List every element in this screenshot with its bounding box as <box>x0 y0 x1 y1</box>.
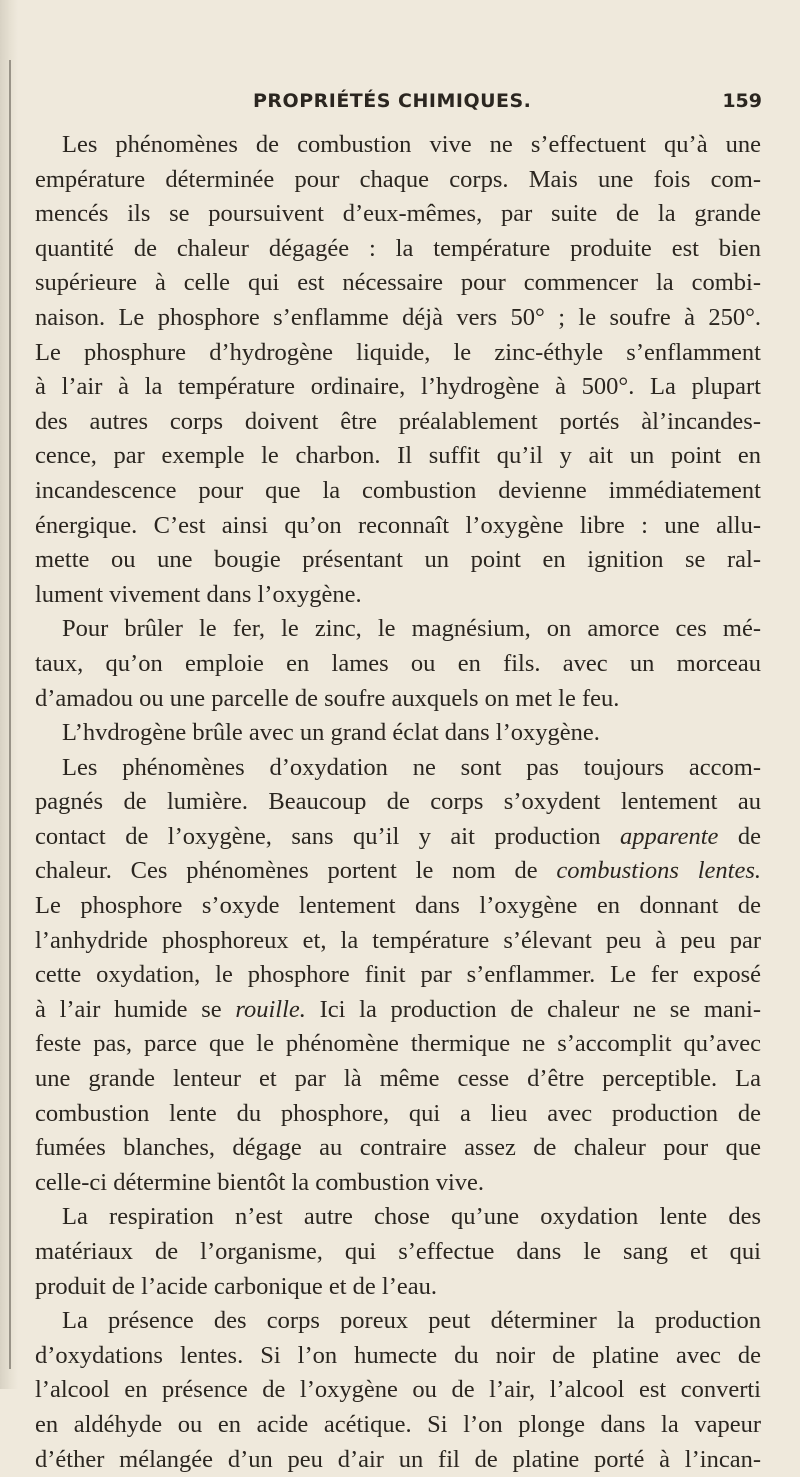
text-line: fumées blanches, dégage au contraire assez de chaleur pour que <box>35 1134 761 1162</box>
text-line: matériaux de l’organisme, qui s’effectue dans le sang et qui <box>35 1238 761 1265</box>
text-line <box>35 854 761 889</box>
text-line: énergique. C’est ainsi qu’on reconnaît l’oxygène libre : une allu- <box>35 511 761 539</box>
text-line: d’éther mélangée d’un peu d’air un fil de platine porté à l’incan- <box>35 1445 761 1473</box>
text-line: empérature déterminée pour chaque corps. Mais une fois com- <box>35 165 761 193</box>
text-line: produit de l’acide carbonique et de l’eau. <box>35 1272 438 1300</box>
text-line: à l’air à la température ordinaire, l’hydrogène à 500°. La plupart <box>35 373 761 401</box>
text-line: supérieure à celle qui est nécessaire pour commencer la combi- <box>35 269 761 297</box>
text-line: l’anhydride phosphoreux et, la température s’élevant peu à peu par <box>35 926 761 954</box>
text-line: incandescence pour que la combustion devienne immédiatement <box>35 476 761 504</box>
text-line: pagnés de lumière. Beaucoup de corps s’oxydent lentement au <box>35 788 761 816</box>
text-line: feste pas, parce que le phénomène thermique ne s’accomplit qu’avec <box>35 1030 761 1058</box>
text-line: lument vivement dans l’oxygène. <box>35 580 362 608</box>
text-line: d’oxydations lentes. Si l’on humecte du noir de platine avec de <box>35 1341 761 1369</box>
text-line: combustion lente du phosphore, qui a lieu avec production de <box>35 1099 761 1127</box>
text-line: Les phénomènes d’oxydation ne sont pas toujours accom- <box>62 753 761 781</box>
text-segment: contact de l’oxygène, sans qu’il y ait production <box>35 822 601 850</box>
text-line: Pour brûler le fer, le zinc, le magnésium, on amorce ces mé- <box>62 615 761 643</box>
text-line: Le phosphore s’oxyde lentement dans l’oxygène en donnant de <box>35 892 761 920</box>
text-line: des autres corps doivent être préalablement portés àl’incandes- <box>35 407 761 435</box>
text-segment: chaleur. Ces phénomènes portent le nom de <box>35 857 538 885</box>
page-gutter <box>0 0 18 1389</box>
text-line: quantité de chaleur dégagée : la température produite est bien <box>35 234 761 262</box>
italic-term: combustions lentes. <box>556 857 761 885</box>
text-line: taux, qu’on emploie en lames ou en fils. avec un morceau <box>35 649 761 677</box>
text-line: La respiration n’est autre chose qu’une oxydation lente des <box>62 1203 761 1231</box>
text-line: Le phosphure d’hydrogène liquide, le zinc-éthyle s’enflamment <box>35 338 761 366</box>
page-number: 159 <box>722 90 762 112</box>
body-text <box>35 128 761 1477</box>
binding-edge <box>9 60 11 1369</box>
text-line: celle-ci détermine bientôt la combustion vive. <box>35 1168 485 1196</box>
text-line <box>35 820 761 855</box>
text-segment: Ici la production de chaleur ne se mani- <box>319 995 762 1023</box>
italic-term: rouille. <box>235 995 306 1023</box>
text-line: cence, par exemple le charbon. Il suffit qu’il y ait un point en <box>35 442 761 470</box>
text-line: La présence des corps poreux peut déterminer la production <box>62 1307 761 1335</box>
text-line: cette oxydation, le phosphore finit par s’enflammer. Le fer exposé <box>35 961 761 989</box>
text-segment: à l’air humide se <box>35 995 222 1023</box>
text-line: Les phénomènes de combustion vive ne s’effectuent qu’à une <box>62 131 761 158</box>
running-title: PROPRIÉTÉS CHIMIQUES. <box>253 90 532 112</box>
text-line: mette ou une bougie présentant un point en ignition se ral- <box>35 546 761 574</box>
text-line: une grande lenteur et par là même cesse d’être perceptible. La <box>35 1065 761 1093</box>
text-line: L’hvdrogène brûle avec un grand éclat dans l’oxygène. <box>62 719 600 747</box>
text-segment: de <box>737 822 762 850</box>
text-line: mencés ils se poursuivent d’eux-mêmes, par suite de la grande <box>35 200 761 228</box>
text-line: l’alcool en présence de l’oxygène ou de l’air, l’alcool est converti <box>35 1376 761 1404</box>
text-line: d’amadou ou une parcelle de soufre auxquels on met le feu. <box>35 684 620 712</box>
italic-term: apparente <box>619 822 719 850</box>
text-line: naison. Le phosphore s’enflamme déjà vers 50° ; le soufre à 250°. <box>35 303 761 331</box>
text-line <box>35 993 761 1028</box>
text-line: en aldéhyde ou en acide acétique. Si l’on plonge dans la vapeur <box>35 1410 761 1438</box>
page-header <box>0 90 800 120</box>
